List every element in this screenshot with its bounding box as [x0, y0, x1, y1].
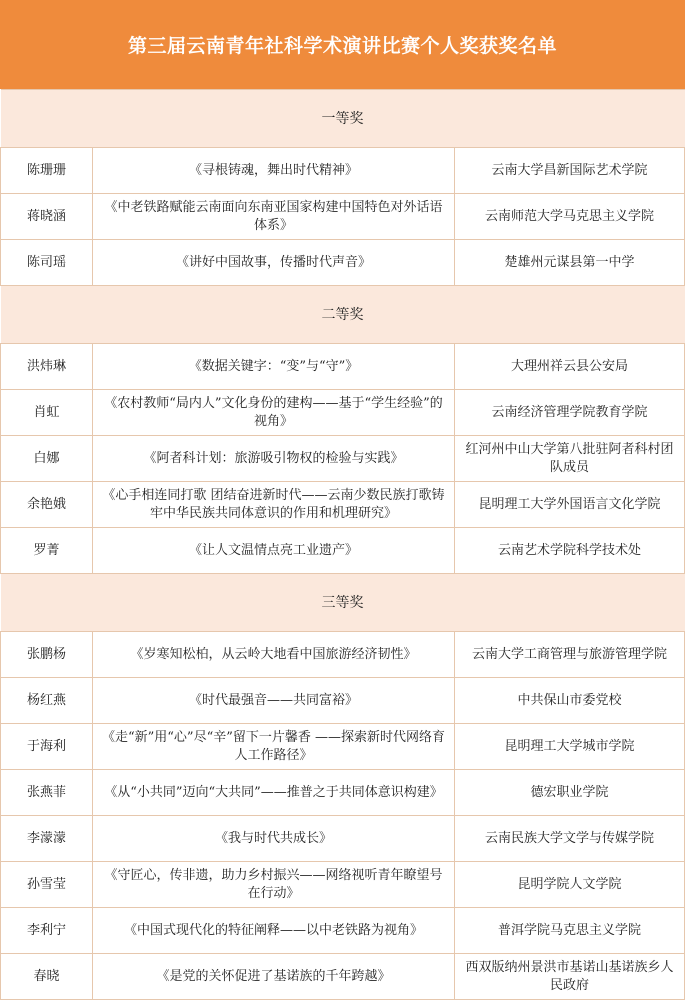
- table-row: [1, 908, 685, 954]
- table-row: [1, 390, 685, 436]
- speech-title: 《从“小共同”迈向“大共同”——推普之于共同体意识构建》: [93, 770, 455, 816]
- winner-name: 余艳娥: [1, 482, 93, 528]
- table-row: [1, 770, 685, 816]
- table-row: [1, 148, 685, 194]
- winner-name: 陈珊珊: [1, 148, 93, 194]
- winner-name: 李利宁: [1, 908, 93, 954]
- speech-title: 《走“新”用“心”尽“辛”留下一片馨香 ——探索新时代网络育人工作路径》: [93, 724, 455, 770]
- section-header-third-prize: [1, 574, 685, 632]
- winner-name: 于海利: [1, 724, 93, 770]
- winner-name: 杨红燕: [1, 678, 93, 724]
- speech-title: 《我与时代共成长》: [93, 816, 455, 862]
- winner-organization: 云南大学昌新国际艺术学院: [455, 148, 685, 194]
- speech-title: 《中国式现代化的特征阐释——以中老铁路为视角》: [93, 908, 455, 954]
- speech-title: 《讲好中国故事，传播时代声音》: [93, 240, 455, 286]
- speech-title: 《阿者科计划：旅游吸引物权的检验与实践》: [93, 436, 455, 482]
- winner-organization: 云南民族大学文学与传媒学院: [455, 816, 685, 862]
- speech-title: 《寻根铸魂，舞出时代精神》: [93, 148, 455, 194]
- winner-name: 张鹏杨: [1, 632, 93, 678]
- winner-name: 陈司瑶: [1, 240, 93, 286]
- speech-title: 《农村教师“局内人”文化身份的建构——基于“学生经验”的视角》: [93, 390, 455, 436]
- award-table: [0, 89, 685, 1000]
- speech-title: 《岁寒知松柏，从云岭大地看中国旅游经济韧性》: [93, 632, 455, 678]
- table-row: [1, 724, 685, 770]
- winner-organization: 大理州祥云县公安局: [455, 344, 685, 390]
- winner-organization: 红河州中山大学第八批驻阿者科村团队成员: [455, 436, 685, 482]
- winner-name: 李濛濛: [1, 816, 93, 862]
- table-row: [1, 482, 685, 528]
- winner-organization: 云南师范大学马克思主义学院: [455, 194, 685, 240]
- speech-title: 《中老铁路赋能云南面向东南亚国家构建中国特色对外话语体系》: [93, 194, 455, 240]
- section-heading: 二等奖: [1, 286, 685, 344]
- winner-name: 肖虹: [1, 390, 93, 436]
- table-row: [1, 632, 685, 678]
- section-header-second-prize: [1, 286, 685, 344]
- winner-name: 蒋晓涵: [1, 194, 93, 240]
- winner-name: 洪炜琳: [1, 344, 93, 390]
- section-heading: 一等奖: [1, 90, 685, 148]
- winner-name: 张燕菲: [1, 770, 93, 816]
- table-row: [1, 816, 685, 862]
- table-row: [1, 344, 685, 390]
- speech-title: 《数据关键字：“变”与“守”》: [93, 344, 455, 390]
- winner-organization: 云南经济管理学院教育学院: [455, 390, 685, 436]
- winner-organization: 普洱学院马克思主义学院: [455, 908, 685, 954]
- winner-name: 罗菁: [1, 528, 93, 574]
- winner-name: 孙雪莹: [1, 862, 93, 908]
- winner-name: 春晓: [1, 954, 93, 1000]
- document-title: 第三届云南青年社科学术演讲比赛个人奖获奖名单: [127, 35, 557, 57]
- title-banner: [0, 0, 685, 89]
- table-row: [1, 862, 685, 908]
- winner-organization: 云南大学工商管理与旅游管理学院: [455, 632, 685, 678]
- winner-organization: 楚雄州元谋县第一中学: [455, 240, 685, 286]
- section-heading: 三等奖: [1, 574, 685, 632]
- winner-name: 白娜: [1, 436, 93, 482]
- speech-title: 《守匠心，传非遗，助力乡村振兴——网络视听青年瞭望号在行动》: [93, 862, 455, 908]
- winner-organization: 昆明学院人文学院: [455, 862, 685, 908]
- speech-title: 《让人文温情点亮工业遗产》: [93, 528, 455, 574]
- table-row: [1, 194, 685, 240]
- speech-title: 《是党的关怀促进了基诺族的千年跨越》: [93, 954, 455, 1000]
- table-row: [1, 240, 685, 286]
- winner-organization: 西双版纳州景洪市基诺山基诺族乡人民政府: [455, 954, 685, 1000]
- speech-title: 《心手相连同打歌 团结奋进新时代——云南少数民族打歌铸牢中华民族共同体意识的作用和机理研究》: [93, 482, 455, 528]
- winner-organization: 中共保山市委党校: [455, 678, 685, 724]
- table-row: [1, 436, 685, 482]
- speech-title: 《时代最强音——共同富裕》: [93, 678, 455, 724]
- table-row: [1, 678, 685, 724]
- winner-organization: 昆明理工大学外国语言文化学院: [455, 482, 685, 528]
- table-row: [1, 528, 685, 574]
- section-header-first-prize: [1, 90, 685, 148]
- table-row: [1, 954, 685, 1000]
- winner-organization: 云南艺术学院科学技术处: [455, 528, 685, 574]
- winner-organization: 昆明理工大学城市学院: [455, 724, 685, 770]
- winner-organization: 德宏职业学院: [455, 770, 685, 816]
